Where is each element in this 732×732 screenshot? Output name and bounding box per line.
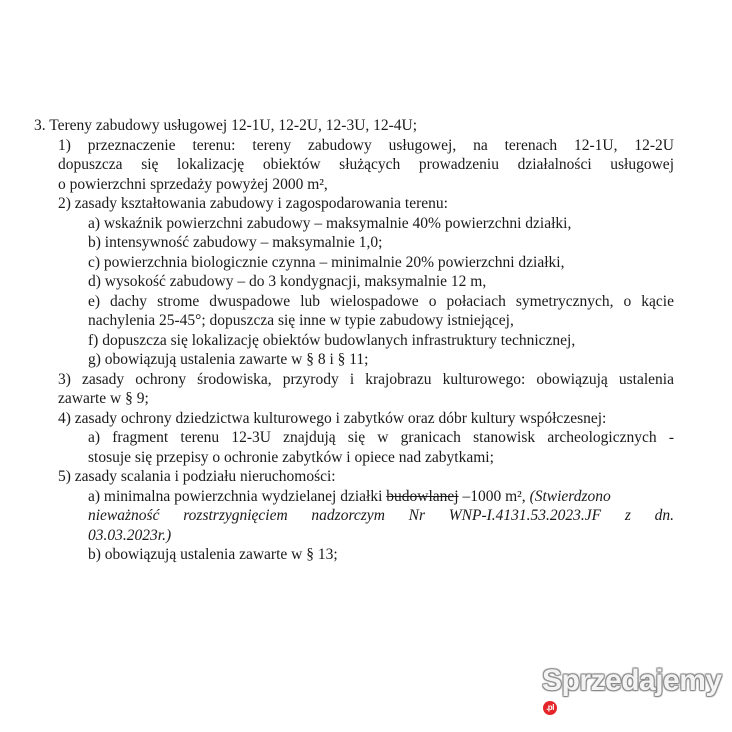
list-item: a) fragment terenu 12-3U znajdują się w granicach stanowisk archeologicznych - — [88, 429, 674, 446]
watermark-text: Sprzedajemy — [542, 664, 722, 697]
list-item: b) intensywność zabudowy – maksymalnie 1,0; — [88, 234, 383, 251]
section-heading: 3. Tereny zabudowy usługowej 12-1U, 12-2U, 12-3U, 12-4U; — [34, 117, 418, 134]
paragraph-4-title: 4) zasady ochrony dziedzictwa kulturowego i zabytków oraz dóbr kultury współczesnej: — [58, 409, 607, 427]
paragraph-3-line: 3) zasady ochrony środowiska, przyrody i krajobrazu kulturowego: obowiązują ustalenia — [58, 370, 674, 388]
annulment-note: (Stwierdzono — [529, 487, 611, 505]
list-item: c) powierzchnia biologicznie czynna – minimalnie 20% powierzchni działki, — [88, 253, 565, 271]
struck-word: budowlanej — [386, 487, 459, 505]
list-item: f) dopuszcza się lokalizację obiektów budowlanych infrastruktury technicznej, — [88, 331, 576, 349]
list-item: e) dachy strome dwuspadowe lub wielospadowe o połaciach symetrycznych, o kącie — [88, 292, 674, 310]
watermark-badge: .pl — [543, 701, 557, 715]
document-body — [0, 116, 732, 565]
paragraph-3-line: zawarte w § 9; — [58, 390, 149, 407]
list-item: b) obowiązują ustalenia zawarte w § 13; — [88, 546, 338, 563]
paragraph-5-title: 5) zasady scalania i podziału nieruchomości: — [58, 468, 336, 485]
list-item: stosuje się przepisy o ochronie zabytków i opiece nad zabytkami; — [88, 448, 494, 466]
annulment-note-line: nieważność rozstrzygnięciem nadzorczym Nr WNP-I.4131.53.2023.JF z dn. — [88, 507, 674, 524]
paragraph-1-line: dopuszcza się lokalizację obiektów służących prowadzeniu działalności usługowej — [58, 156, 674, 173]
list-item-5a-prefix: a) minimalna powierzchnia wydzielanej działki — [88, 487, 387, 505]
annulment-note-line: 03.03.2023r.) — [88, 526, 172, 544]
list-item: d) wysokość zabudowy – do 3 kondygnacji, maksymalnie 12 m, — [88, 273, 487, 290]
paragraph-1-line: o powierzchni sprzedaży powyżej 2000 m², — [58, 175, 328, 193]
paragraph-2-title: 2) zasady kształtowania zabudowy i zagospodarowania terenu: — [58, 195, 448, 212]
list-item-5a — [0, 487, 732, 507]
list-item-5a-suffix: –1000 m², — [458, 487, 530, 505]
list-item: a) wskaźnik powierzchni zabudowy – maksymalnie 40% powierzchni działki, — [88, 214, 572, 232]
paragraph-1-line: 1) przeznaczenie terenu: tereny zabudowy usługowej, na terenach 12-1U, 12-2U — [58, 136, 674, 154]
list-item: nachylenia 25-45°; dopuszcza się inne w typie zabudowy istniejącej, — [88, 312, 514, 329]
watermark-logo — [542, 664, 732, 732]
list-item: g) obowiązują ustalenia zawarte w § 8 i § 11; — [88, 351, 369, 368]
